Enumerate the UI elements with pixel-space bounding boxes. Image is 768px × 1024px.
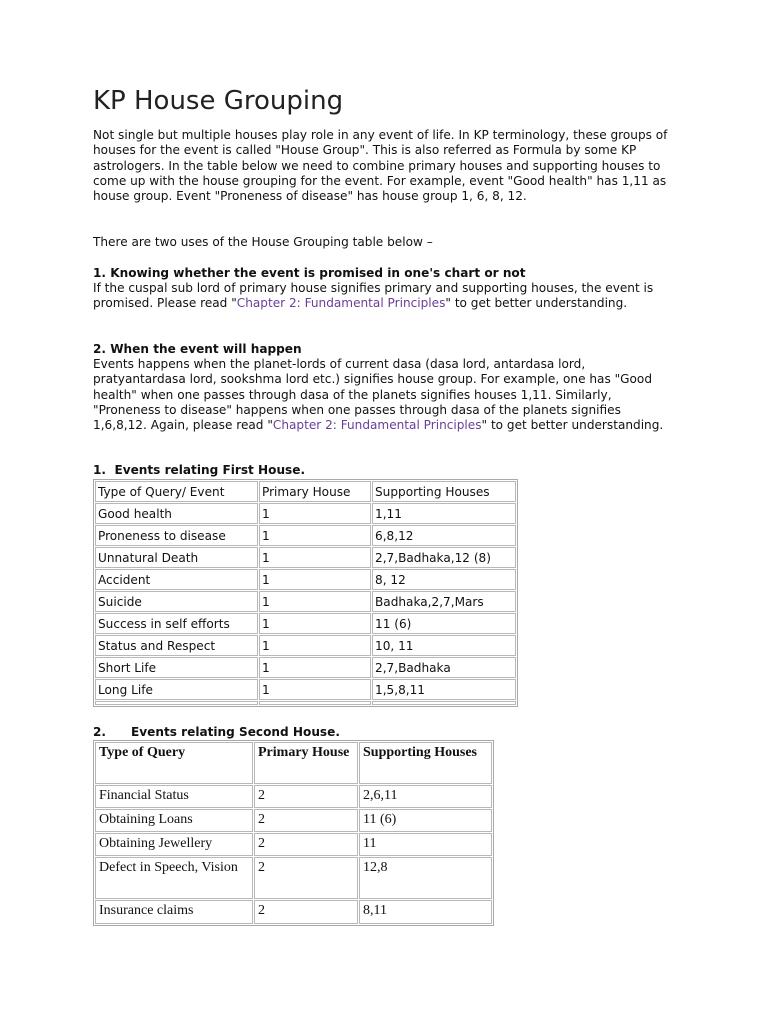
table-cell: Long Life	[95, 679, 258, 700]
table-cell: Insurance claims	[95, 900, 253, 924]
table-row	[95, 657, 516, 678]
table-cell: 8, 12	[372, 569, 516, 590]
empty-cell	[372, 701, 516, 705]
table-cell: 2	[254, 900, 358, 924]
table-cell: 2	[254, 785, 358, 808]
table-row	[95, 785, 492, 808]
column-header: Supporting Houses	[359, 742, 492, 784]
table-cell: 6,8,12	[372, 525, 516, 546]
table-spacer-row	[95, 701, 516, 705]
table-row	[95, 900, 492, 924]
table-cell: 1	[259, 657, 371, 678]
second-house-table	[93, 740, 494, 926]
table-cell: 2	[254, 809, 358, 832]
column-header: Supporting Houses	[372, 481, 516, 502]
column-header: Type of Query	[95, 742, 253, 784]
table-cell: Defect in Speech, Vision	[95, 857, 253, 899]
table-cell: 1	[259, 613, 371, 634]
table-cell: 2,7,Badhaka	[372, 657, 516, 678]
table-row	[95, 833, 492, 856]
table-cell: Good health	[95, 503, 258, 524]
table-row	[95, 525, 516, 546]
uses-intro: There are two uses of the House Grouping table below –	[93, 235, 433, 249]
table-cell: 2	[254, 833, 358, 856]
empty-cell	[259, 701, 371, 705]
column-header: Type of Query/ Event	[95, 481, 258, 502]
table-row	[95, 679, 516, 700]
table-cell: 11 (6)	[372, 613, 516, 634]
table-cell: 10, 11	[372, 635, 516, 656]
table-cell: Obtaining Loans	[95, 809, 253, 832]
table-cell: 11 (6)	[359, 809, 492, 832]
table-row	[95, 503, 516, 524]
table-row	[95, 635, 516, 656]
table-cell: 1	[259, 525, 371, 546]
table-cell: 8,11	[359, 900, 492, 924]
table-cell: 1,5,8,11	[372, 679, 516, 700]
table-cell: Suicide	[95, 591, 258, 612]
table-cell: 11	[359, 833, 492, 856]
table-cell: 2,6,11	[359, 785, 492, 808]
table-row	[95, 547, 516, 568]
table-cell: 1	[259, 503, 371, 524]
table-cell: 2	[254, 857, 358, 899]
table-cell: 2,7,Badhaka,12 (8)	[372, 547, 516, 568]
table-cell: 1	[259, 547, 371, 568]
intro-paragraph: Not single but multiple houses play role in any event of life. In KP terminology, these groups of houses for the event is called "House Group". This is also referred as Formula by some KP astrologers. In the table below we need to combine primary houses and supporting houses to come up with the house grouping for the event. For example, event "Good health" has 1,11 as house group. Event "Proneness of disease" has house group 1, 6, 8, 12.	[93, 128, 668, 204]
table-header-row	[95, 481, 516, 502]
column-header: Primary House	[254, 742, 358, 784]
first-house-table	[93, 479, 518, 707]
table-row	[95, 569, 516, 590]
table-row	[95, 809, 492, 832]
empty-cell	[95, 701, 258, 705]
table-cell: 1,11	[372, 503, 516, 524]
table-cell: Accident	[95, 569, 258, 590]
table-cell: 1	[259, 635, 371, 656]
table-cell: Unnatural Death	[95, 547, 258, 568]
table-cell: 1	[259, 591, 371, 612]
page-title: KP House Grouping	[93, 86, 344, 116]
table-cell: 1	[259, 679, 371, 700]
table-cell: Proneness to disease	[95, 525, 258, 546]
table-row	[95, 613, 516, 634]
table-cell: Badhaka,2,7,Mars	[372, 591, 516, 612]
use1-paragraph: If the cuspal sub lord of primary house signifies primary and supporting houses, the event is promised. Please read "Chapter 2: Fundamental Principles" to get better understanding.	[93, 281, 654, 311]
table-cell: Status and Respect	[95, 635, 258, 656]
table-header-row	[95, 742, 492, 784]
table-cell: 1	[259, 569, 371, 590]
column-header: Primary House	[259, 481, 371, 502]
table-row	[95, 857, 492, 899]
table-cell: 12,8	[359, 857, 492, 899]
table-cell: Obtaining Jewellery	[95, 833, 253, 856]
table-cell: Financial Status	[95, 785, 253, 808]
section1-heading: 1. Events relating First House.	[93, 463, 306, 477]
chapter2-link-1[interactable]: Chapter 2: Fundamental Principles	[236, 296, 446, 311]
chapter2-link-2[interactable]: Chapter 2: Fundamental Principles	[272, 418, 482, 433]
use1-heading: 1. Knowing whether the event is promised in one's chart or not	[93, 266, 526, 280]
use2-heading: 2. When the event will happen	[93, 342, 302, 356]
table-cell: Short Life	[95, 657, 258, 678]
table-cell: Success in self efforts	[95, 613, 258, 634]
table-row	[95, 591, 516, 612]
use2-paragraph: Events happens when the planet-lords of current dasa (dasa lord, antardasa lord, pratyantardasa lord, sookshma lord etc.) signifies house group. For example, one has "Good health" when one passes through dasa of the planets signifies houses 1,11. Similarly, "Proneness to disease" happens when one passes through dasa of the planets signifies 1,6,8,12. Again, please read "Chapter 2: Fundamental Principles" to get better understanding.	[93, 357, 664, 433]
section2-heading: 2. Events relating Second House.	[93, 725, 340, 739]
